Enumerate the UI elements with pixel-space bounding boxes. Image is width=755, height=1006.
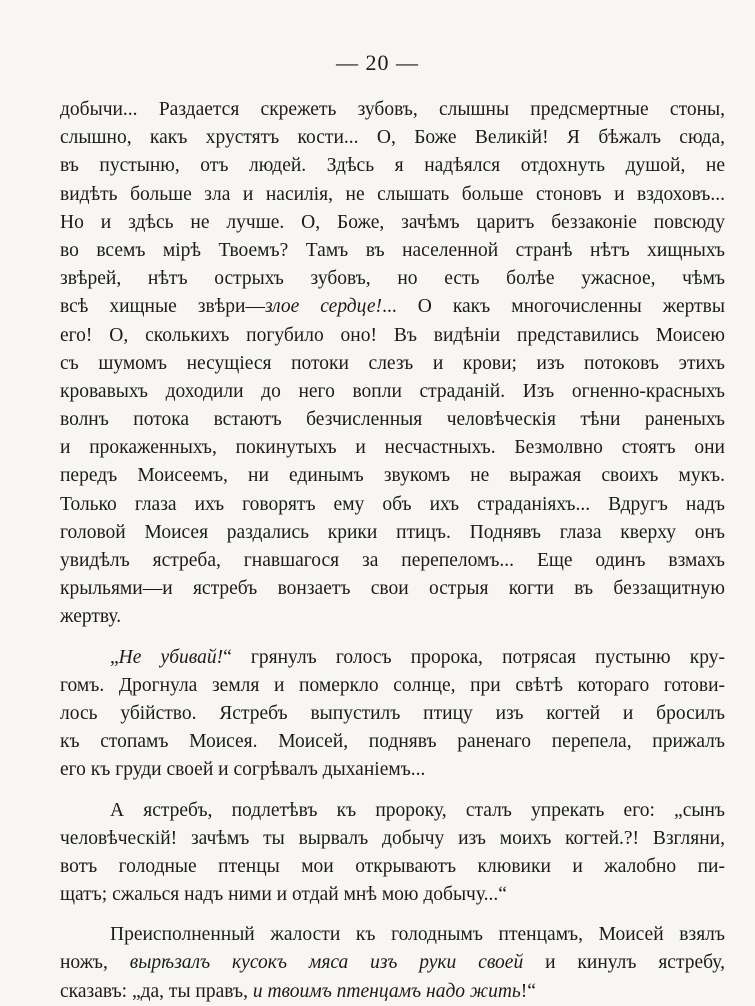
text-line — [60, 181, 725, 209]
text-line — [60, 644, 725, 672]
text-segment: лось убійство. Ястребъ выпустилъ птицу изъ когтей и бросилъ — [60, 702, 725, 724]
text-line — [60, 728, 725, 756]
text-line — [60, 575, 725, 603]
text-segment: всѣ хищные звѣри— — [60, 296, 265, 318]
text-line — [60, 519, 725, 547]
paragraph-gap — [60, 785, 725, 797]
paragraph-gap — [60, 632, 725, 644]
text-segment: его къ груди своей и согрѣвалъ дыханіемъ... — [60, 759, 426, 781]
text-segment: сказавъ: „да, ты правъ, — [60, 980, 253, 1002]
text-segment: его! О, сколькихъ погубило оно! Въ видѣніи представились Моисею — [60, 324, 725, 346]
text-line — [60, 293, 725, 321]
paragraph — [60, 797, 725, 910]
text-segment: А ястребъ, подлетѣвъ къ пророку, сталъ упрекать его: „сынъ — [110, 799, 725, 821]
text-line — [60, 378, 725, 406]
text-line — [60, 209, 725, 237]
text-segment: передъ Моисеемъ, ни единымъ звукомъ не выражая своихъ мукъ. — [60, 465, 725, 487]
text-line — [60, 978, 725, 1006]
text-segment: гомъ. Дрогнула земля и померкло солнце, при свѣтѣ котораго готови- — [60, 674, 725, 696]
text-segment: Только глаза ихъ говорятъ ему объ ихъ страданіяхъ... Вдругъ надъ — [60, 493, 725, 515]
text-line — [60, 921, 725, 949]
italic-segment: злое сердце! — [264, 296, 383, 318]
text-line — [60, 672, 725, 700]
text-segment: “ грянулъ голосъ пророка, потрясая пустыню кру- — [223, 646, 725, 668]
text-line — [60, 434, 725, 462]
text-segment: „ — [110, 646, 119, 668]
text-segment: Но и здѣсь не лучше. О, Боже, зачѣмъ царитъ беззаконіе повсюду — [60, 211, 725, 233]
text-segment: и прокаженныхъ, покинутыхъ и несчастныхъ. Безмолвно стоятъ они — [60, 437, 725, 459]
text-line — [60, 265, 725, 293]
text-line — [60, 124, 725, 152]
text-segment: слышно, какъ хрустятъ кости... О, Боже Великій! Я бѣжалъ сюда, — [60, 127, 725, 149]
text-line — [60, 462, 725, 490]
text-segment: Преисполненный жалости къ голоднымъ птенцамъ, Моисей взялъ — [110, 924, 725, 946]
text-line — [60, 152, 725, 180]
text-segment: во всемъ мірѣ Твоемъ? Тамъ въ населенной странѣ нѣтъ хищныхъ — [60, 239, 725, 261]
paragraph — [60, 644, 725, 785]
text-segment: ножъ, — [60, 952, 130, 974]
text-line — [60, 96, 725, 124]
text-segment: съ шумомъ несущіеся потоки слезъ и крови; изъ потоковъ этихъ — [60, 352, 725, 374]
text-segment: ... О какъ многочисленны жертвы — [382, 296, 725, 318]
text-line — [60, 547, 725, 575]
text-segment: !“ — [520, 980, 536, 1002]
text-segment: жертву. — [60, 606, 122, 628]
paragraph-gap — [60, 909, 725, 921]
text-segment: звѣрей, нѣтъ острыхъ зубовъ, но есть болѣе ужасное, чѣмъ — [60, 268, 725, 290]
text-line — [60, 949, 725, 977]
paragraph — [60, 921, 725, 1006]
text-segment: щатъ; сжалься надъ ними и отдай мнѣ мою добычу...“ — [60, 884, 507, 906]
text-line — [60, 603, 725, 631]
paragraph — [60, 96, 725, 632]
text-segment: увидѣлъ ястреба, гнавшагося за перепеломъ... Еще одинъ взмахъ — [60, 550, 725, 571]
text-segment: къ стопамъ Моисея. Моисей, поднявъ раненаго перепела, прижалъ — [60, 731, 725, 753]
text-line — [60, 237, 725, 265]
text-line — [60, 350, 725, 378]
page-number: — 20 — — [336, 50, 419, 75]
text-line — [60, 853, 725, 881]
text-line — [60, 825, 725, 853]
text-line — [60, 881, 725, 909]
text-line — [60, 406, 725, 434]
italic-segment: Не убивай! — [118, 646, 224, 668]
body-text — [60, 96, 725, 1006]
text-segment: головой Моисея раздались крики птицъ. Поднявъ глаза кверху онъ — [60, 521, 725, 543]
text-line — [60, 491, 725, 519]
text-segment: человѣческій! зачѣмъ ты вырвалъ добычу изъ моихъ когтей.?! Взгляни, — [60, 827, 725, 849]
text-segment: крыльями—и ястребъ вонзаетъ свои острыя когти въ беззащитную — [60, 578, 725, 600]
italic-segment: вырѣзалъ кусокъ мяса изъ руки своей — [129, 952, 524, 974]
text-line — [60, 322, 725, 350]
text-segment: кровавыхъ доходили до него вопли страданій. Изъ огненно-красныхъ — [60, 380, 725, 402]
text-line — [60, 797, 725, 825]
text-segment: и кинулъ ястребу, — [523, 952, 725, 974]
italic-segment: и твоимъ птенцамъ надо жить — [252, 980, 521, 1002]
text-segment: добычи... Раздается скрежеть зубовъ, слышны предсмертные стоны, — [60, 99, 725, 120]
text-segment: видѣть больше зла и насилія, не слышать больше стоновъ и вздоховъ... — [60, 183, 725, 205]
text-segment: въ пустыню, отъ людей. Здѣсь я надѣялся отдохнуть душой, не — [60, 155, 725, 177]
text-line — [60, 700, 725, 728]
text-segment: волнъ потока встаютъ безчисленныя человѣческія тѣни раненыхъ — [60, 409, 725, 431]
text-line — [60, 756, 725, 784]
text-segment: вотъ голодные птенцы мои открываютъ клювики и жалобно пи- — [60, 855, 725, 877]
